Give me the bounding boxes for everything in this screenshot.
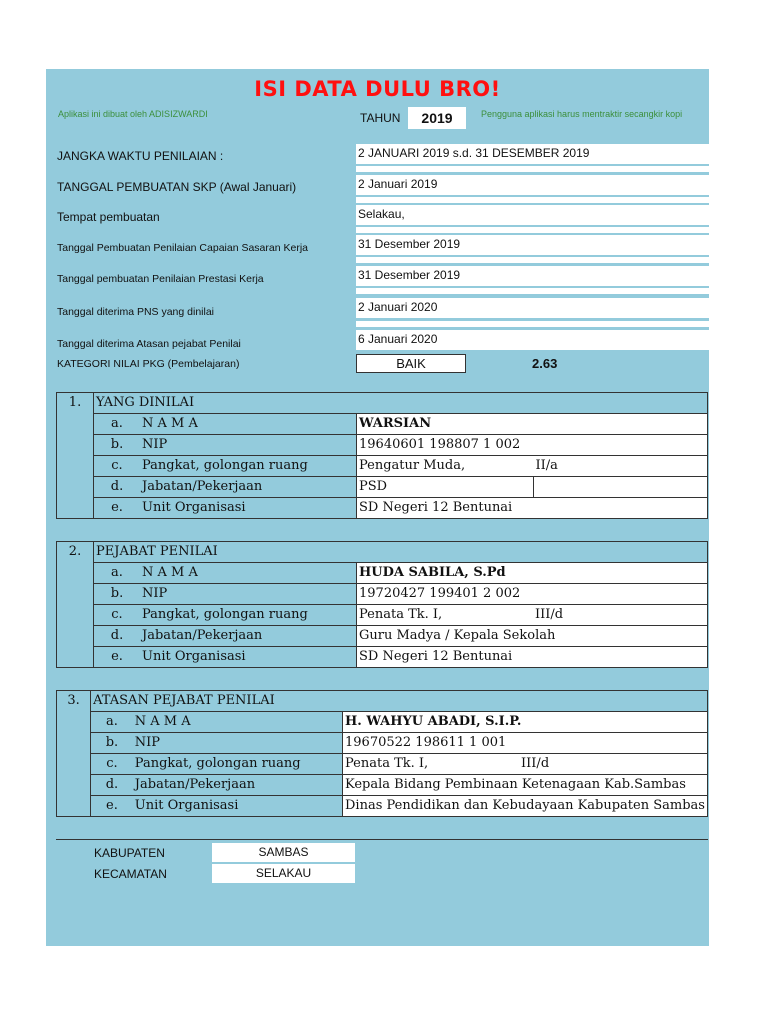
section-header-row <box>57 393 708 414</box>
row-letter: c. <box>91 754 133 775</box>
row-letter: b. <box>94 435 141 456</box>
row-field-label: Pangkat, golongan ruang <box>140 456 357 477</box>
table-row <box>57 775 708 796</box>
jangka-label: JANGKA WAKTU PENILAIAN : <box>57 149 224 163</box>
table-row <box>57 414 708 435</box>
row-field-label: NIP <box>133 733 343 754</box>
row-value-cell[interactable]: 19720427 199401 2 002 <box>357 584 708 605</box>
row-value-cell[interactable]: SD Negeri 12 Bentunai <box>357 498 708 519</box>
row-field-label: Jabatan/Pekerjaan <box>133 775 343 796</box>
section-title: ATASAN PEJABAT PENILAI <box>91 691 708 712</box>
row-letter: e. <box>91 796 133 817</box>
row-value-cell[interactable]: HUDA SABILA, S.Pd <box>357 563 708 584</box>
table-row <box>57 498 708 519</box>
section-title: PEJABAT PENILAI <box>94 542 708 563</box>
section-header-row <box>57 691 708 712</box>
row-extra-cell[interactable]: III/d <box>519 754 707 775</box>
diterima-atasan-label: Tanggal diterima Atasan pejabat Penilai <box>57 338 241 350</box>
row-letter: c. <box>94 605 141 626</box>
capaian-underline <box>356 257 709 263</box>
table-row <box>57 796 708 817</box>
table-row <box>57 605 708 626</box>
diterima-pns-underline <box>356 321 709 327</box>
diterima-pns-label: Tanggal diterima PNS yang dinilai <box>57 306 215 318</box>
row-letter: b. <box>94 584 141 605</box>
table-row <box>57 754 708 775</box>
row-letter: d. <box>94 477 141 498</box>
row-field-label: Jabatan/Pekerjaan <box>140 626 357 647</box>
row-value-cell[interactable]: Dinas Pendidikan dan Kebudayaan Kabupaten Sambas <box>343 796 708 817</box>
table-row <box>57 563 708 584</box>
tempat-input[interactable]: Selakau, <box>356 205 709 225</box>
row-letter: d. <box>91 775 133 796</box>
tahun-input[interactable]: 2019 <box>408 107 466 129</box>
row-field-label: Unit Organisasi <box>140 498 357 519</box>
row-value-cell[interactable]: SD Negeri 12 Bentunai <box>357 647 708 668</box>
row-value-cell[interactable]: Penata Tk. I, <box>343 754 520 775</box>
jangka-underline <box>356 166 709 172</box>
row-value-cell[interactable]: Kepala Bidang Pembinaan Ketenagaan Kab.Sambas <box>343 775 708 796</box>
section-number: 2. <box>57 542 94 668</box>
kategori-value-box[interactable]: BAIK <box>356 354 466 373</box>
prestasi-input[interactable]: 31 Desember 2019 <box>356 266 709 286</box>
row-letter: d. <box>94 626 141 647</box>
kategori-score: 2.63 <box>532 356 558 371</box>
row-letter: a. <box>94 563 141 584</box>
section-3-table <box>56 690 708 817</box>
row-value-cell[interactable]: PSD <box>357 477 534 498</box>
row-extra-cell[interactable]: II/a <box>534 456 708 477</box>
row-value-cell[interactable]: 19640601 198807 1 002 <box>357 435 708 456</box>
capaian-input[interactable]: 31 Desember 2019 <box>356 235 709 255</box>
row-extra-cell[interactable]: III/d <box>533 605 708 626</box>
row-letter: e. <box>94 498 141 519</box>
row-letter: c. <box>94 456 141 477</box>
section-number: 3. <box>57 691 91 817</box>
row-extra-cell[interactable] <box>534 477 708 498</box>
tempat-label: Tempat pembuatan <box>57 210 160 224</box>
row-value-cell[interactable]: Pengatur Muda, <box>357 456 534 477</box>
jangka-input[interactable]: 2 JANUARI 2019 s.d. 31 DESEMBER 2019 <box>356 144 709 164</box>
table-row <box>57 584 708 605</box>
table-row <box>57 456 708 477</box>
row-value-cell[interactable]: Guru Madya / Kepala Sekolah <box>357 626 708 647</box>
row-field-label: Jabatan/Pekerjaan <box>140 477 357 498</box>
row-field-label: N A M A <box>140 563 357 584</box>
form-panel <box>46 69 709 946</box>
row-letter: a. <box>94 414 141 435</box>
tgl-skp-label: TANGGAL PEMBUATAN SKP (Awal Januari) <box>57 180 297 194</box>
credit-right-text: Pengguna aplikasi harus mentraktir secangkir kopi <box>481 109 683 119</box>
row-field-label: N A M A <box>133 712 343 733</box>
tgl-skp-underline <box>356 197 709 203</box>
row-field-label: NIP <box>140 584 357 605</box>
kecamatan-input[interactable]: SELAKAU <box>212 864 355 883</box>
kecamatan-label: KECAMATAN <box>94 867 167 881</box>
table-row <box>57 712 708 733</box>
row-field-label: Unit Organisasi <box>133 796 343 817</box>
credit-left-text: Aplikasi ini dibuat oleh ADISIZWARDI <box>58 109 208 119</box>
row-value-cell[interactable]: WARSIAN <box>357 414 708 435</box>
prestasi-label: Tanggal pembuatan Penilaian Prestasi Kerja <box>57 273 264 285</box>
tempat-underline <box>356 227 709 233</box>
row-letter: e. <box>94 647 141 668</box>
row-field-label: Pangkat, golongan ruang <box>133 754 343 775</box>
table-row <box>57 647 708 668</box>
section-header-row <box>57 542 708 563</box>
tgl-skp-input[interactable]: 2 Januari 2019 <box>356 175 709 195</box>
section-2-table <box>56 541 708 668</box>
table-row <box>57 435 708 456</box>
row-letter: b. <box>91 733 133 754</box>
kabupaten-input[interactable]: SAMBAS <box>212 843 355 862</box>
table-row <box>57 733 708 754</box>
capaian-label: Tanggal Pembuatan Penilaian Capaian Sasaran Kerja <box>57 242 309 254</box>
row-value-cell[interactable]: 19670522 198611 1 001 <box>343 733 708 754</box>
page-title: ISI DATA DULU BRO! <box>254 77 501 101</box>
kabupaten-label: KABUPATEN <box>94 846 165 860</box>
row-field-label: Pangkat, golongan ruang <box>140 605 357 626</box>
footer-divider <box>56 839 708 840</box>
kategori-label: KATEGORI NILAI PKG (Pembelajaran) <box>57 358 240 370</box>
diterima-pns-input[interactable]: 2 Januari 2020 <box>356 298 709 318</box>
diterima-atasan-input[interactable]: 6 Januari 2020 <box>356 330 709 350</box>
row-field-label: Unit Organisasi <box>140 647 357 668</box>
table-row <box>57 626 708 647</box>
row-value-cell[interactable]: H. WAHYU ABADI, S.I.P. <box>343 712 708 733</box>
table-row <box>57 477 708 498</box>
tahun-label: TAHUN <box>360 111 401 125</box>
section-title: YANG DINILAI <box>94 393 708 414</box>
section-1-table <box>56 392 708 519</box>
row-field-label: N A M A <box>140 414 357 435</box>
prestasi-underline <box>356 288 709 294</box>
row-field-label: NIP <box>140 435 357 456</box>
row-value-cell[interactable]: Penata Tk. I, <box>357 605 534 626</box>
row-letter: a. <box>91 712 133 733</box>
section-number: 1. <box>57 393 94 519</box>
